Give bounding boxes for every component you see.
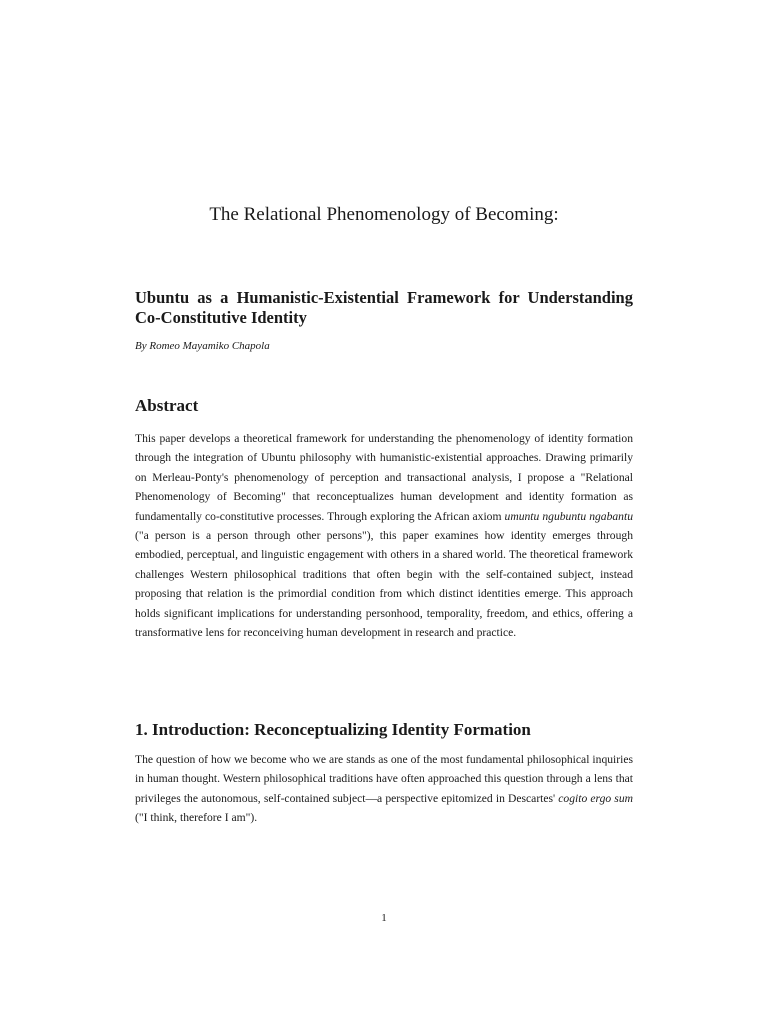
introduction-paragraph bbox=[135, 750, 633, 828]
author-byline: By Romeo Mayamiko Chapola bbox=[135, 340, 270, 352]
abstract-paragraph bbox=[135, 429, 633, 642]
abstract-text-part1: This paper develops a theoretical framework for understanding the phenomenology of identity formation through the integration of Ubuntu philosophy with humanistic-existential approaches. Drawing primarily on Merleau-Ponty's phenomenology of perception and transactional analysis, I propose a "Relational Phenomenology of Becoming" that reconceptualizes human development and identity formation as fundamentally co-constitutive processes. Through exploring the African axiom bbox=[135, 432, 633, 523]
paper-subtitle: Ubuntu as a Humanistic-Existential Framework for Understanding Co-Constitutive Identity bbox=[135, 288, 633, 327]
intro-text-part2: ("I think, therefore I am"). bbox=[135, 811, 258, 825]
paper-title: The Relational Phenomenology of Becoming: bbox=[209, 204, 559, 225]
abstract-heading: Abstract bbox=[135, 396, 199, 415]
page-number: 1 bbox=[381, 912, 387, 924]
abstract-text-part2: ("a person is a person through other persons"), this paper examines how identity emerges through embodied, perceptual, and linguistic engagement with others in a shared world. The theoretical framework challenges Western philosophical traditions that often begin with the self-contained subject, instead proposing that relation is the primordial condition from which distinct identities emerge. This approach holds significant implications for understanding personhood, temporality, freedom, and ethics, offering a transformative lens for reconceiving human development in research and practice. bbox=[135, 529, 633, 640]
section-heading-introduction: 1. Introduction: Reconceptualizing Identity Formation bbox=[135, 720, 531, 739]
abstract-axiom: umuntu ngubuntu ngabantu bbox=[504, 509, 633, 523]
intro-text-part1: The question of how we become who we are stands as one of the most fundamental philosophical inquiries in human thought. Western philosophical traditions have often approached this question through a lens that privileges the autonomous, self-contained subject—a perspective epitomized in Descartes' bbox=[135, 753, 633, 805]
intro-latin-phrase: cogito ergo sum bbox=[558, 791, 633, 805]
